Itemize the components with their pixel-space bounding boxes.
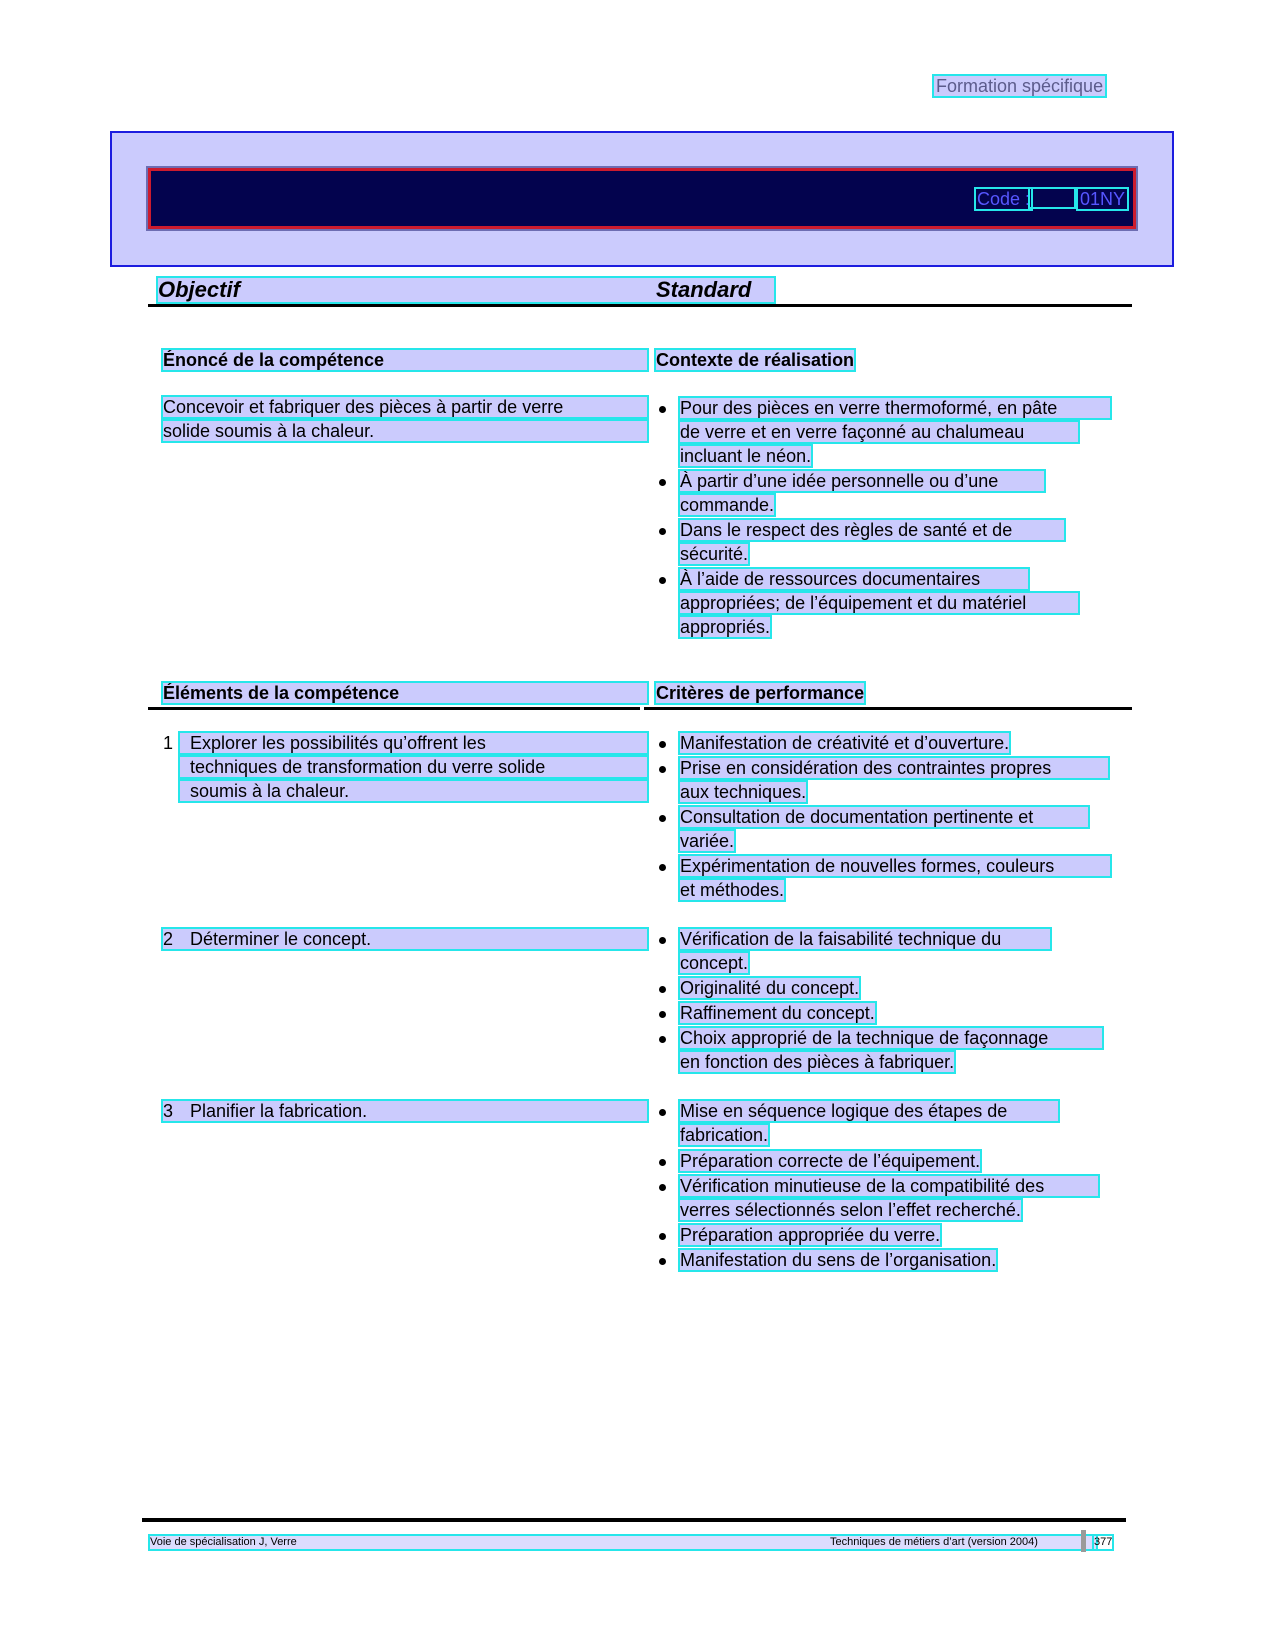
context-line: sécurité.	[680, 544, 749, 564]
criterion-line: aux techniques.	[680, 782, 807, 802]
element-number: 2	[163, 929, 647, 949]
context-line: Dans le respect des règles de santé et de	[680, 520, 1064, 540]
element-line: techniques de transformation du verre solide	[180, 757, 647, 777]
footer-rule	[142, 1518, 1126, 1522]
section-rule	[148, 707, 640, 710]
context-line: commande.	[680, 495, 775, 515]
bullet-icon	[659, 528, 666, 535]
page-number: 377	[1094, 1536, 1113, 1548]
bullet-icon	[659, 1233, 666, 1240]
context-line: de verre et en verre façonné au chalumeau	[680, 422, 1078, 442]
criterion-line: Choix approprié de la technique de façonnage	[680, 1028, 1102, 1048]
criterion-line: en fonction des pièces à fabriquer.	[680, 1052, 955, 1072]
criterion-line: fabrication.	[680, 1125, 769, 1145]
criterion-line: Consultation de documentation pertinente et	[680, 807, 1088, 827]
bullet-icon	[659, 1036, 666, 1043]
criterion-line: Originalité du concept.	[680, 978, 860, 998]
bullet-icon	[659, 577, 666, 584]
section-rule	[644, 707, 1132, 710]
context-heading: Contexte de réalisation	[656, 350, 855, 370]
code-separator	[1030, 189, 1074, 207]
criterion-line: et méthodes.	[680, 880, 785, 900]
criterion-line: Prise en considération des contraintes propres	[680, 758, 1108, 778]
criteria-heading: Critères de performance	[656, 683, 865, 703]
criterion-line: Mise en séquence logique des étapes de	[680, 1101, 1058, 1121]
bullet-icon	[659, 479, 666, 486]
bullet-icon	[659, 1258, 666, 1265]
footer-left-text: Voie de spécialisation J, Verre	[150, 1536, 1096, 1549]
criterion-line: variée.	[680, 831, 735, 851]
criterion-line: Raffinement du concept.	[680, 1003, 875, 1023]
bullet-icon	[659, 1159, 666, 1166]
context-line: appropriés.	[680, 617, 771, 637]
code-value: 01NY	[1080, 189, 1126, 209]
statement-line: solide soumis à la chaleur.	[163, 421, 647, 441]
standard-heading: Standard	[656, 277, 752, 302]
bullet-icon	[659, 864, 666, 871]
criterion-line: Préparation correcte de l’équipement.	[680, 1151, 981, 1171]
criterion-line: Manifestation du sens de l’organisation.	[680, 1250, 997, 1270]
bullet-icon	[659, 741, 666, 748]
element-line: Explorer les possibilités qu’offrent les	[180, 733, 647, 753]
bullet-icon	[659, 937, 666, 944]
elements-heading: Éléments de la compétence	[163, 683, 647, 703]
objectif-heading: Objectif	[158, 278, 774, 302]
footer-right-text: Techniques de métiers d’art (version 2004)	[830, 1536, 1038, 1548]
criterion-line: Vérification de la faisabilité technique du	[680, 929, 1050, 949]
bullet-icon	[659, 986, 666, 993]
element-number: 3	[163, 1101, 647, 1121]
footer-separator	[1081, 1530, 1086, 1552]
criterion-line: Vérification minutieuse de la compatibilité des	[680, 1176, 1098, 1196]
context-line: incluant le néon.	[680, 446, 812, 466]
heading-rule	[148, 304, 1132, 307]
element-line: Planifier la fabrication.	[190, 1101, 368, 1121]
bullet-icon	[659, 406, 666, 413]
bullet-icon	[659, 1011, 666, 1018]
element-line: Déterminer le concept.	[190, 929, 372, 949]
context-line: À l’aide de ressources documentaires	[680, 569, 1028, 589]
statement-line: Concevoir et fabriquer des pièces à partir de verre	[163, 397, 647, 417]
section-label: Formation spécifique	[936, 76, 1104, 96]
context-line: À partir d’une idée personnelle ou d’une	[680, 471, 1044, 491]
context-line: appropriées; de l’équipement et du matériel	[680, 593, 1078, 613]
bullet-icon	[659, 1109, 666, 1116]
criterion-line: Préparation appropriée du verre.	[680, 1225, 941, 1245]
context-line: Pour des pièces en verre thermoformé, en pâte	[680, 398, 1110, 418]
code-label: Code :	[977, 189, 1031, 209]
criterion-line: concept.	[680, 953, 749, 973]
bullet-icon	[659, 815, 666, 822]
statement-heading: Énoncé de la compétence	[163, 350, 647, 370]
bullet-icon	[659, 1184, 666, 1191]
element-line: soumis à la chaleur.	[180, 781, 647, 801]
bullet-icon	[659, 766, 666, 773]
criterion-line: Manifestation de créativité et d’ouverture.	[680, 733, 1010, 753]
criterion-line: verres sélectionnés selon l’effet recherché.	[680, 1200, 1021, 1220]
criterion-line: Expérimentation de nouvelles formes, couleurs	[680, 856, 1110, 876]
element-number: 1	[163, 733, 174, 753]
